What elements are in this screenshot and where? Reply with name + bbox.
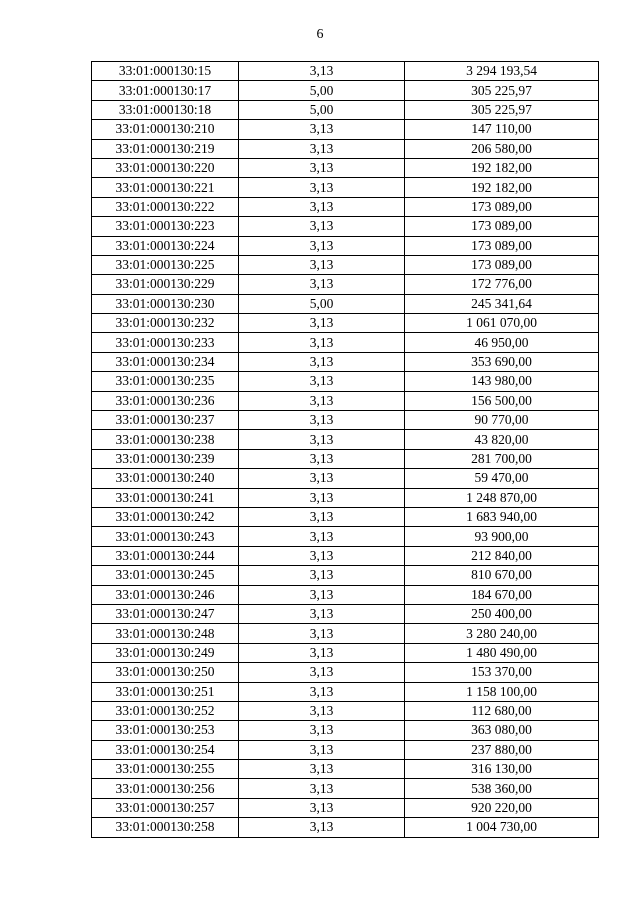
table-row [92,663,599,682]
table-row [92,682,599,701]
rate-cell: 3,13 [239,449,405,468]
value-cell: 93 900,00 [405,527,599,546]
cadastral-number-cell: 33:01:000130:252 [92,701,239,720]
cadastral-number-cell: 33:01:000130:244 [92,546,239,565]
rate-cell: 3,13 [239,798,405,817]
value-cell: 316 130,00 [405,760,599,779]
value-cell: 1 683 940,00 [405,507,599,526]
cadastral-number-cell: 33:01:000130:220 [92,158,239,177]
rate-cell: 3,13 [239,236,405,255]
rate-cell: 3,13 [239,275,405,294]
rate-cell: 3,13 [239,507,405,526]
rate-cell: 3,13 [239,333,405,352]
rate-cell: 3,13 [239,682,405,701]
cadastral-number-cell: 33:01:000130:243 [92,527,239,546]
table-row [92,527,599,546]
rate-cell: 3,13 [239,430,405,449]
rate-cell: 3,13 [239,488,405,507]
value-cell: 920 220,00 [405,798,599,817]
value-cell: 172 776,00 [405,275,599,294]
value-cell: 363 080,00 [405,721,599,740]
table-row [92,120,599,139]
value-cell: 173 089,00 [405,217,599,236]
table-row [92,81,599,100]
cadastral-number-cell: 33:01:000130:256 [92,779,239,798]
value-cell: 46 950,00 [405,333,599,352]
cadastral-number-cell: 33:01:000130:249 [92,643,239,662]
value-cell: 173 089,00 [405,197,599,216]
value-cell: 305 225,97 [405,100,599,119]
cadastral-number-cell: 33:01:000130:234 [92,352,239,371]
rate-cell: 3,13 [239,566,405,585]
rate-cell: 5,00 [239,100,405,119]
table-row [92,197,599,216]
table-row [92,236,599,255]
value-cell: 250 400,00 [405,604,599,623]
table-row [92,643,599,662]
value-cell: 147 110,00 [405,120,599,139]
value-cell: 212 840,00 [405,546,599,565]
value-cell: 1 158 100,00 [405,682,599,701]
value-cell: 281 700,00 [405,449,599,468]
table-row [92,352,599,371]
rate-cell: 3,13 [239,178,405,197]
rate-cell: 3,13 [239,701,405,720]
cadastral-table [91,61,599,838]
cadastral-number-cell: 33:01:000130:240 [92,469,239,488]
cadastral-number-cell: 33:01:000130:232 [92,314,239,333]
value-cell: 156 500,00 [405,391,599,410]
cadastral-number-cell: 33:01:000130:238 [92,430,239,449]
rate-cell: 5,00 [239,81,405,100]
cadastral-number-cell: 33:01:000130:247 [92,604,239,623]
value-cell: 112 680,00 [405,701,599,720]
value-cell: 43 820,00 [405,430,599,449]
value-cell: 153 370,00 [405,663,599,682]
cadastral-number-cell: 33:01:000130:15 [92,62,239,81]
cadastral-number-cell: 33:01:000130:241 [92,488,239,507]
cadastral-number-cell: 33:01:000130:222 [92,197,239,216]
table-row [92,333,599,352]
table-row [92,100,599,119]
table-row [92,604,599,623]
table-row [92,566,599,585]
value-cell: 237 880,00 [405,740,599,759]
cadastral-number-cell: 33:01:000130:255 [92,760,239,779]
cadastral-number-cell: 33:01:000130:250 [92,663,239,682]
cadastral-number-cell: 33:01:000130:233 [92,333,239,352]
rate-cell: 3,13 [239,818,405,837]
table-row [92,818,599,837]
cadastral-number-cell: 33:01:000130:235 [92,372,239,391]
table-row [92,158,599,177]
table-row [92,701,599,720]
rate-cell: 3,13 [239,624,405,643]
cadastral-number-cell: 33:01:000130:253 [92,721,239,740]
rate-cell: 3,13 [239,779,405,798]
value-cell: 1 061 070,00 [405,314,599,333]
rate-cell: 3,13 [239,411,405,430]
rate-cell: 3,13 [239,197,405,216]
rate-cell: 3,13 [239,372,405,391]
rate-cell: 3,13 [239,585,405,604]
cadastral-number-cell: 33:01:000130:257 [92,798,239,817]
cadastral-number-cell: 33:01:000130:236 [92,391,239,410]
rate-cell: 3,13 [239,62,405,81]
table-row [92,294,599,313]
cadastral-number-cell: 33:01:000130:221 [92,178,239,197]
value-cell: 59 470,00 [405,469,599,488]
rate-cell: 3,13 [239,546,405,565]
rate-cell: 3,13 [239,314,405,333]
rate-cell: 3,13 [239,139,405,158]
table-row [92,430,599,449]
table-row [92,546,599,565]
table-row [92,469,599,488]
value-cell: 1 248 870,00 [405,488,599,507]
table-row [92,721,599,740]
value-cell: 353 690,00 [405,352,599,371]
value-cell: 1 004 730,00 [405,818,599,837]
cadastral-number-cell: 33:01:000130:246 [92,585,239,604]
table-body [92,62,599,838]
value-cell: 143 980,00 [405,372,599,391]
value-cell: 192 182,00 [405,178,599,197]
table-row [92,62,599,81]
cadastral-number-cell: 33:01:000130:242 [92,507,239,526]
cadastral-number-cell: 33:01:000130:248 [92,624,239,643]
cadastral-number-cell: 33:01:000130:230 [92,294,239,313]
table-row [92,449,599,468]
cadastral-number-cell: 33:01:000130:225 [92,255,239,274]
table-row [92,178,599,197]
table-row [92,139,599,158]
value-cell: 173 089,00 [405,255,599,274]
table-row [92,255,599,274]
table-row [92,391,599,410]
value-cell: 538 360,00 [405,779,599,798]
value-cell: 305 225,97 [405,81,599,100]
value-cell: 3 280 240,00 [405,624,599,643]
rate-cell: 3,13 [239,721,405,740]
rate-cell: 3,13 [239,469,405,488]
table-row [92,411,599,430]
rate-cell: 3,13 [239,740,405,759]
rate-cell: 3,13 [239,391,405,410]
rate-cell: 5,00 [239,294,405,313]
table-row [92,372,599,391]
value-cell: 1 480 490,00 [405,643,599,662]
value-cell: 90 770,00 [405,411,599,430]
rate-cell: 3,13 [239,217,405,236]
rate-cell: 3,13 [239,352,405,371]
table-row [92,507,599,526]
table-row [92,624,599,643]
cadastral-number-cell: 33:01:000130:219 [92,139,239,158]
cadastral-number-cell: 33:01:000130:237 [92,411,239,430]
value-cell: 206 580,00 [405,139,599,158]
cadastral-number-cell: 33:01:000130:18 [92,100,239,119]
rate-cell: 3,13 [239,527,405,546]
cadastral-number-cell: 33:01:000130:229 [92,275,239,294]
rate-cell: 3,13 [239,255,405,274]
value-cell: 184 670,00 [405,585,599,604]
table-row [92,488,599,507]
cadastral-number-cell: 33:01:000130:254 [92,740,239,759]
cadastral-number-cell: 33:01:000130:17 [92,81,239,100]
rate-cell: 3,13 [239,663,405,682]
rate-cell: 3,13 [239,760,405,779]
value-cell: 810 670,00 [405,566,599,585]
cadastral-number-cell: 33:01:000130:210 [92,120,239,139]
rate-cell: 3,13 [239,120,405,139]
page-number: 6 [316,27,324,42]
cadastral-number-cell: 33:01:000130:251 [92,682,239,701]
cadastral-number-cell: 33:01:000130:223 [92,217,239,236]
value-cell: 3 294 193,54 [405,62,599,81]
table-row [92,740,599,759]
cadastral-number-cell: 33:01:000130:245 [92,566,239,585]
table-row [92,798,599,817]
table-row [92,760,599,779]
rate-cell: 3,13 [239,643,405,662]
table-row [92,217,599,236]
table-row [92,314,599,333]
table-row [92,585,599,604]
value-cell: 245 341,64 [405,294,599,313]
cadastral-number-cell: 33:01:000130:239 [92,449,239,468]
cadastral-number-cell: 33:01:000130:224 [92,236,239,255]
value-cell: 192 182,00 [405,158,599,177]
rate-cell: 3,13 [239,158,405,177]
value-cell: 173 089,00 [405,236,599,255]
table-row [92,779,599,798]
rate-cell: 3,13 [239,604,405,623]
cadastral-number-cell: 33:01:000130:258 [92,818,239,837]
table-row [92,275,599,294]
